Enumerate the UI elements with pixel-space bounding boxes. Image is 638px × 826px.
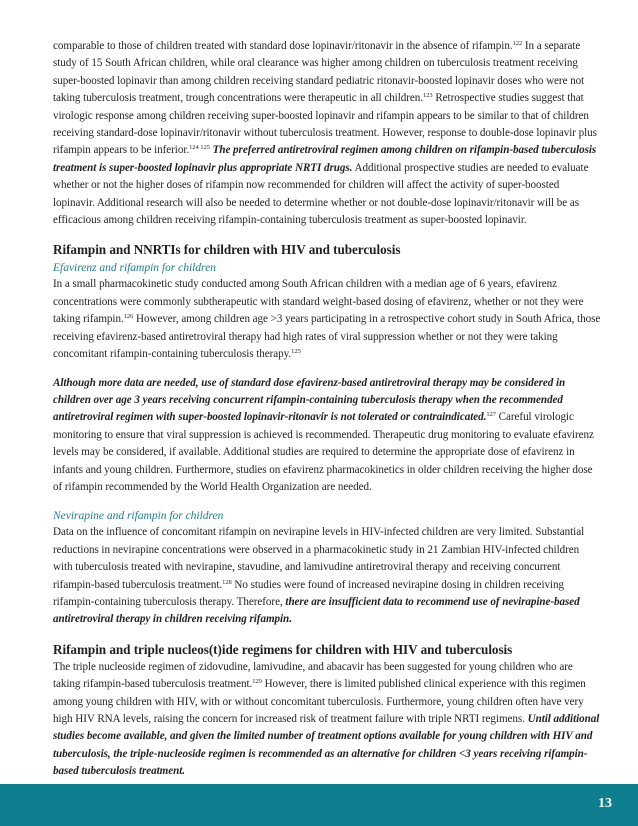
text: Data on the influence of concomitant rifampin on nevirapine levels in HIV-infected children are very limited. Substantial reductions in nevirapine concentrations were observed in a pharmacokinetic study in 21 Zambian HIV-infected children with tuberculosis treated with nevirapine, stavudine, and lamivudine antiretroviral therapy and receiving concurrent rifampin-based tuberculosis treatment. — [53, 526, 585, 591]
subheading-efavirenz: Efavirenz and rifampin for children — [53, 261, 216, 275]
reference: 124 125 — [189, 144, 210, 152]
text: In a separate study of 15 South African children, while oral clearance was higher among children on tuberculosis treatment receiving super-boosted lopinavir than among children receiving standard pediatric ritonavir-boosted lopinavir doses who were not taking tuberculosis treatment, trough concentrations were therapeutic in all children. — [53, 40, 585, 105]
page-number: 13 — [598, 796, 612, 811]
text: Careful virologic monitoring to ensure that viral suppression is achieved is recommended. Therapeutic drug monitoring to evaluate efavirenz levels may be considered, if available. Additional studies are required to determine the appropriate dose of efavirenz in infants and young children. Furthermore, studies on efavirenz pharmacokinetics in older children receiving the higher dose of rifampin recommended by the World Health Organization are needed. — [53, 411, 594, 493]
paragraph-triple-nrti — [53, 659, 601, 781]
reference: 123 — [423, 92, 433, 100]
paragraph-nevirapine — [53, 524, 601, 628]
paragraph-efavirenz-recommendation — [53, 375, 601, 497]
emphasis-text: there are insufficient data to recommend use of nevirapine-based antiretroviral therapy in children receiving rifampin — [53, 595, 580, 626]
reference: 126 — [123, 313, 134, 321]
text: However, among children age >3 years participating in a retrospective cohort study in South Africa, those receiving efavirenz-based antiretroviral therapy had high rates of viral suppression whether or not they were taking concomitant rifampin-containing tuberculosis therapy. — [53, 313, 601, 361]
paragraph-efavirenz — [53, 276, 601, 363]
subheading-nevirapine: Nevirapine and rifampin for children — [53, 509, 224, 523]
emphasis-text: Although more data are needed, use of standard dose efavirenz-based antiretroviral therapy may be considered in children over age 3 years receiving concurrent rifampin-containing tuberculosis therapy when the recommended antiretroviral regimen with super-boosted lopinavir-ritonavir is not tolerated or contraindicated. — [53, 376, 566, 424]
reference: 129 — [252, 678, 262, 686]
text: . — [289, 613, 292, 626]
footer-bar — [0, 784, 638, 826]
section-heading-nnrtis: Rifampin and NNRTIs for children with HIV and tuberculosis — [53, 242, 401, 258]
reference: 122 — [512, 40, 523, 47]
text: In a small pharmacokinetic study conducted among South African children with a median age of 6 years, efavirenz concentrations were commonly subtherapeutic with standard weight-based dosing of efavirenz, whether or not they were taking rifampin. — [53, 278, 584, 326]
reference: 128 — [222, 578, 232, 586]
emphasis-text: The preferred antiretroviral regimen among children on rifampin-based tuberculosis treatment is super-boosted lopinavir plus appropriate NRTI drugs. — [53, 144, 597, 174]
emphasis-text: Until additional studies become available, and given the limited number of treatment options available for young children with HIV and tuberculosis, the triple-nucleoside regimen is recommended as an alternative for children <3 years receiving rifampin-based tuberculosis treatment — [53, 713, 600, 778]
reference: 125 — [291, 348, 301, 356]
text: However, there is limited published clinical experience with this regimen among young children with HIV, with or without concomitant tuberculosis. Furthermore, young children often have very high HIV RNA levels, raising the concern for increased risk of treatment failure with triple NRTI regimens. — [53, 678, 586, 725]
reference: 127 — [486, 411, 496, 419]
text: The triple nucleoside regimen of zidovudine, lamivudine, and abacavir has been suggested for young children who are taking rifampin-based tuberculosis treatment. — [53, 660, 573, 691]
section-heading-triple-nrti: Rifampin and triple nucleos(t)ide regimens for children with HIV and tuberculosis — [53, 641, 513, 657]
text: comparable to those of children treated with standard dose lopinavir/ritonavir in the absence of rifampin. — [53, 40, 513, 52]
text: Retrospective studies suggest that virologic response among children receiving super-boosted lopinavir and rifampin appears to be similar to that of children receiving standard-dose lopinavir/ritonavir without tuberculosis treatment. However, response to double-dose lopinavir plus rifampin appears to be inferior. — [53, 92, 597, 157]
page-body — [53, 38, 601, 781]
paragraph-lopinavir — [53, 38, 601, 229]
text: No studies were found of increased nevirapine dosing in children receiving rifampin-containing tuberculosis therapy. Therefore, — [53, 578, 565, 608]
text: . — [182, 765, 186, 778]
text: Additional prospective studies are needed to evaluate whether or not the higher doses of rifampin now recommended for children will affect the activity of super-boosted lopinavir. Additional research will also be needed to determine whether or not double-dose lopinavir/ritonavir will be as efficacious among children receiving rifampin-containing tuberculosis treatment as super-boosted lopinavir. — [53, 161, 589, 227]
